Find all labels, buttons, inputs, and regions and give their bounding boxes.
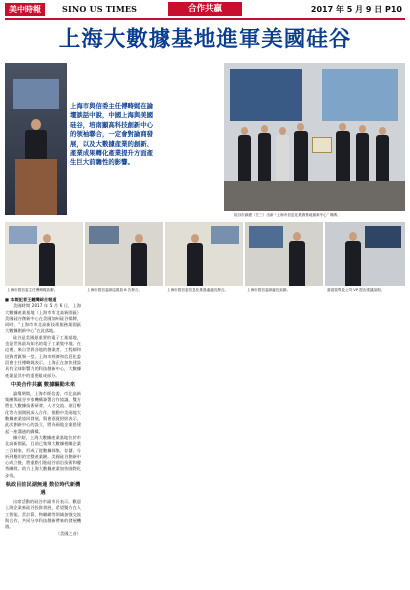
newspaper-logo: 美中時報 (5, 3, 45, 16)
photo-plaque-ceremony (224, 63, 405, 211)
photo-speaker-2 (85, 222, 163, 286)
photo-speaker-3 (165, 222, 243, 286)
subhead: 執政目註民湖無連 数位時代新機遇 (5, 482, 81, 497)
photo-speaker-podium (5, 63, 67, 215)
masthead-rule (5, 18, 405, 20)
photo-speaker-4 (245, 222, 323, 286)
caption-photo-3: 上海市經信委信息化推進處處長發言。 (167, 288, 229, 292)
pull-quote: 上海市與信委主任傅畴娓在論壇談話中說，中國上海與美國硅谷，培南顯高科技創新中心的领袖聯合，一定會對論商發展，以及大數據産業的創新、產業成果轉化產業提升方面產生巨大前瞻性的影響。 (70, 102, 154, 167)
masthead (0, 0, 410, 18)
paragraph: 出席活動的硅谷市副市長表示，歡迎上海企業來硅谷投資發展，希望雙方在人工智能、雲計算、物聯網等領域加強交流與合作，共同分享科技創新帶來的發展機遇。 (5, 499, 81, 530)
caption-photo-2: 上海市經信委副巡視員 B 告發言。 (87, 288, 143, 292)
headline: 上海大數據基地進軍美國硅谷 (58, 27, 352, 52)
newspaper-brand: SINO US TIMES (62, 4, 138, 14)
byline: ■ 本報記者王聽灣綜合報道 (5, 297, 57, 302)
paragraph: 據介紹，上海大數據產業基地位於市北高新園區，目前已集聚大數據相關企業三百餘家，形成了從數據採集、存儲、分析到應用的完整產業鏈。美國硅谷創新中心成立後，將重點引進硅谷前沿技術和優秀團隊，助力上海大數據產業加快國際化步伐。 (5, 434, 81, 478)
caption-photo-4: 上海市經信委副處長致辭。 (247, 288, 291, 292)
paragraph: 硅谷是美國最重要的電子工業基地，也是世界最為知名的電子工業集中地。在這裡，來自世界各地的創業者、工程師和投資者匯聚一堂。上海市經濟和信息化委員會主任傅畴娓表示，上海正在加快建設具有全球影響力的科技創新中心，大數據產業是其中的重要組成部分。 (5, 334, 81, 378)
date-page: 2017 年 5 月 9 日 P10 (310, 5, 402, 14)
caption-photo-5: 嘉賓領導及公司 VP 提出建議說明。 (327, 288, 385, 292)
subhead: 中美合作共贏 數據驅動未來 (10, 381, 76, 388)
section-label: 合作共贏 (168, 2, 242, 16)
photo-speaker-1 (5, 222, 83, 286)
article-body (5, 297, 405, 583)
paragraph: 美國時間 2017 年 5 月 6 日，上海大數據產業基地（上海市市北高新園區）美國硅谷創新中心在美國加州硅谷揭牌，同時，“上海市市北高新技術服務業園區大數據創新中心”在此落地。 (5, 303, 81, 334)
paragraph: 論壇期間，上海市經信委、市北高新集團與硅谷多家機構簽署合作協議，雙方將在大數據技術研發、人才交流、項目孵化等方面開展深入合作，推動中美兩地大數據產業協同發展。與會嘉賓紛紛表示，此次創新中心的設立，將為兩地企業搭建起一座溝通的橋樑。 (5, 390, 81, 434)
caption-photo-1: 上海市經信委主任傅畴娓致辭。 (7, 288, 58, 292)
plaque (312, 137, 332, 153)
article-end: （美國之音） (55, 530, 81, 536)
caption-main-photo: 硅谷市副總（左三）出席 “上海市信息化業務基地創新中心” 揭牌。 (234, 213, 341, 217)
photo-speaker-5 (325, 222, 405, 286)
